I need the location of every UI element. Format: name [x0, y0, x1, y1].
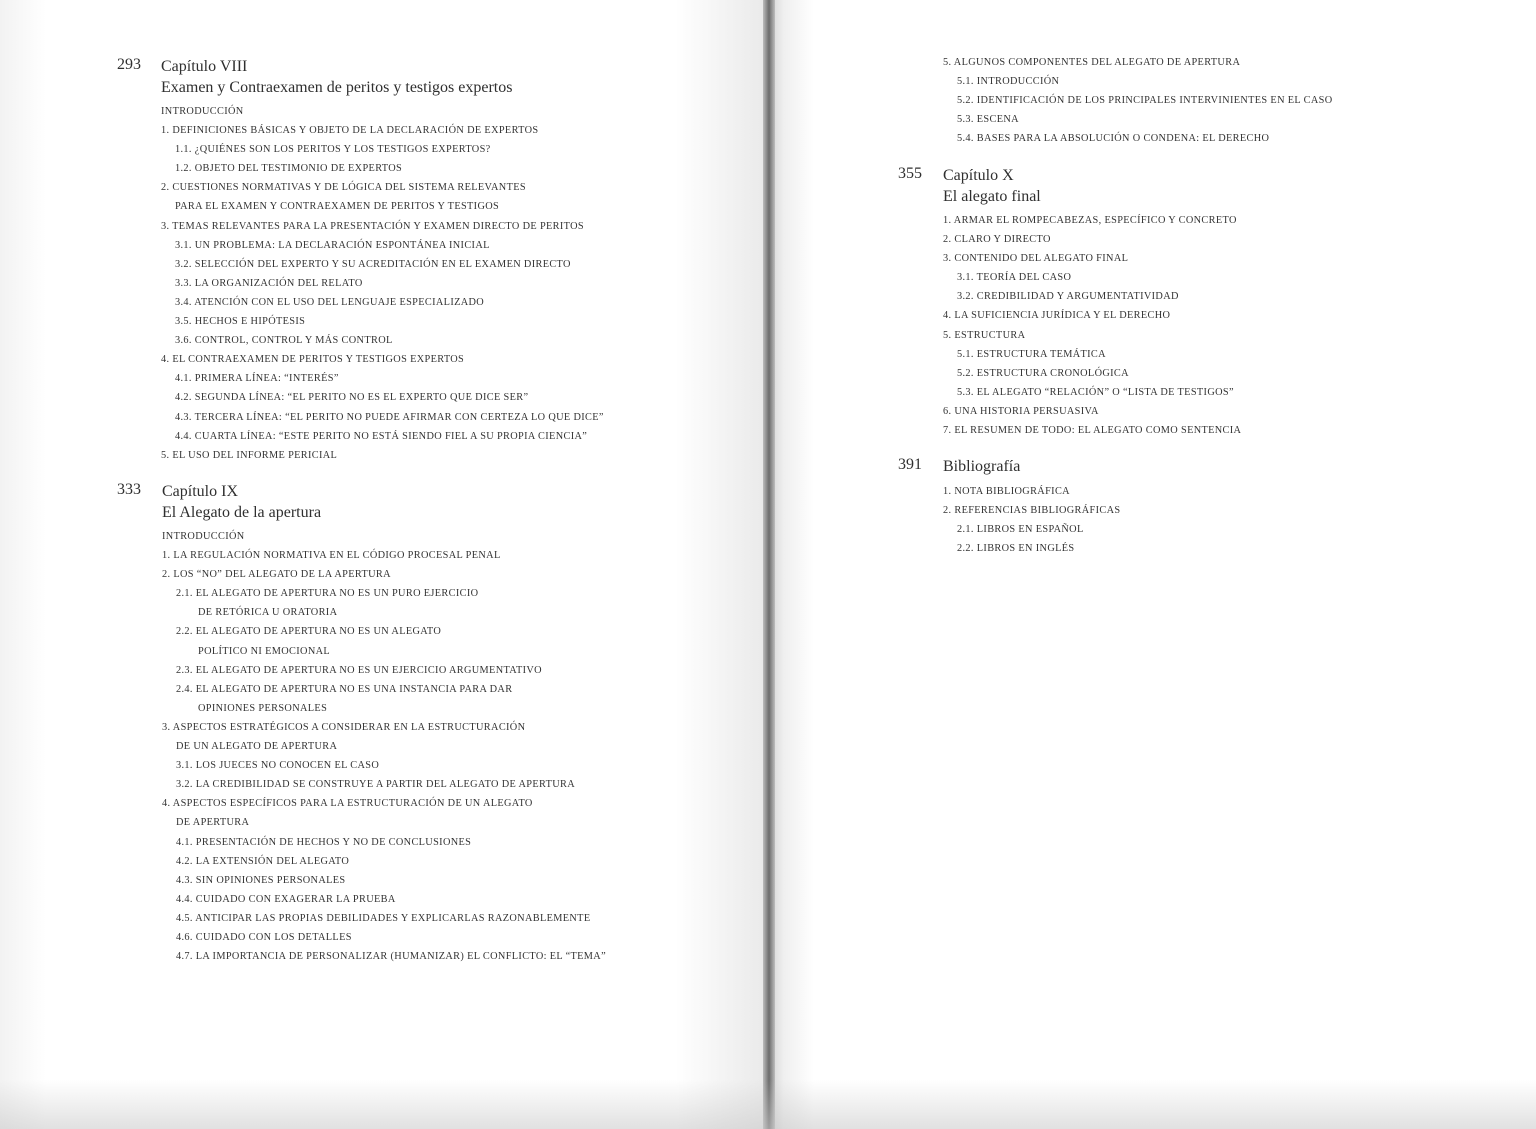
toc-entry: 3. TEMAS RELEVANTES PARA LA PRESENTACIÓN Y EXAMEN DIRECTO DE PERITOS: [161, 220, 584, 232]
toc-entry: 5.2. IDENTIFICACIÓN DE LOS PRINCIPALES INTERVINIENTES EN EL CASO: [957, 95, 1333, 107]
toc-list: [943, 211, 1241, 440]
toc-entry: 3.6. CONTROL, CONTROL Y MÁS CONTROL: [175, 335, 393, 347]
toc-entry: 3.3. LA ORGANIZACIÓN DEL RELATO: [175, 277, 363, 289]
toc-entry: 2.2. EL ALEGATO DE APERTURA NO ES UN ALEGATO: [176, 626, 442, 638]
toc-entry: DE RETÓRICA U ORATORIA: [198, 607, 338, 619]
toc-entry: 3.1. LOS JUECES NO CONOCEN EL CASO: [176, 760, 380, 772]
chapter-title: Capítulo VIII: [161, 58, 248, 75]
chapter-title: Capítulo IX: [162, 483, 238, 500]
right-page: [768, 0, 1536, 1129]
toc-entry: 5.1. ESTRUCTURA TEMÁTICA: [957, 348, 1106, 360]
toc-entry: 4.2. LA EXTENSIÓN DEL ALEGATO: [176, 855, 350, 867]
toc-entry: 2.1. EL ALEGATO DE APERTURA NO ES UN PURO EJERCICIO: [176, 588, 479, 600]
toc-entry: PARA EL EXAMEN Y CONTRAEXAMEN DE PERITOS Y TESTIGOS: [175, 201, 500, 213]
chapter-10: [898, 165, 1498, 450]
toc-entry: 4.4. CUIDADO CON EXAGERAR LA PRUEBA: [176, 893, 396, 905]
toc-entry: 2. CUESTIONES NORMATIVAS Y DE LÓGICA DEL SISTEMA RELEVANTES: [161, 182, 526, 194]
toc-entry: 1. DEFINICIONES BÁSICAS Y OBJETO DE LA DECLARACIÓN DE EXPERTOS: [161, 125, 539, 137]
chapter-title: Bibliografía: [943, 458, 1021, 475]
toc-entry: 3. ASPECTOS ESTRATÉGICOS A CONSIDERAR EN LA ESTRUCTURACIÓN: [162, 721, 526, 733]
toc-entry: 5. EL USO DEL INFORME PERICIAL: [161, 449, 338, 461]
toc-entry: 4.1. PRESENTACIÓN DE HECHOS Y NO DE CONCLUSIONES: [176, 836, 472, 848]
toc-entry: 5.3. ESCENA: [957, 114, 1019, 126]
chapter-page-number: 391: [898, 456, 922, 473]
toc-entry: DE APERTURA: [176, 817, 250, 829]
toc-entry: 6. UNA HISTORIA PERSUASIVA: [943, 405, 1099, 417]
toc-entry: 4.4. CUARTA LÍNEA: “ESTE PERITO NO ESTÁ SIENDO FIEL A SU PROPIA CIENCIA”: [175, 430, 588, 442]
toc-entry: 2. REFERENCIAS BIBLIOGRÁFICAS: [943, 505, 1121, 517]
toc-entry: 4.1. PRIMERA LÍNEA: “INTERÉS”: [175, 373, 339, 385]
toc-entry: 2.1. LIBROS EN ESPAÑOL: [957, 524, 1084, 536]
toc-entry: INTRODUCCIÓN: [161, 106, 244, 117]
toc-entry: 3.5. HECHOS E HIPÓTESIS: [175, 316, 306, 328]
toc-entry: 2.2. LIBROS EN INGLÉS: [957, 543, 1075, 555]
toc-entry: 4.5. ANTICIPAR LAS PROPIAS DEBILIDADES Y EXPLICARLAS RAZONABLEMENTE: [176, 912, 591, 924]
toc-entry: 5.4. BASES PARA LA ABSOLUCIÓN O CONDENA: EL DERECHO: [957, 133, 1270, 145]
toc-entry: OPINIONES PERSONALES: [198, 702, 328, 714]
toc-entry: 5. ALGUNOS COMPONENTES DEL ALEGATO DE APERTURA: [943, 57, 1241, 68]
toc-list: [161, 102, 604, 465]
toc-entry: 4. ASPECTOS ESPECÍFICOS PARA LA ESTRUCTURACIÓN DE UN ALEGATO: [162, 798, 533, 810]
toc-entry: 5.3. EL ALEGATO “RELACIÓN” O “LISTA DE TESTIGOS”: [957, 386, 1234, 398]
toc-list: [943, 482, 1121, 558]
toc-entry: 3.1. UN PROBLEMA: LA DECLARACIÓN ESPONTÁNEA INICIAL: [175, 239, 490, 251]
toc-entry: 4.2. SEGUNDA LÍNEA: “EL PERITO NO ES EL EXPERTO QUE DICE SER”: [175, 392, 529, 404]
toc-entry: 7. EL RESUMEN DE TODO: EL ALEGATO COMO SENTENCIA: [943, 425, 1242, 437]
toc-entry: 4. LA SUFICIENCIA JURÍDICA Y EL DERECHO: [943, 310, 1171, 322]
book-gutter: [763, 0, 775, 1129]
bibliography: [898, 456, 1498, 566]
toc-entry: 1. NOTA BIBLIOGRÁFICA: [943, 486, 1070, 497]
toc-entry: 1. ARMAR EL ROMPECABEZAS, ESPECÍFICO Y CONCRETO: [943, 215, 1237, 226]
toc-entry: 2.4. EL ALEGATO DE APERTURA NO ES UNA INSTANCIA PARA DAR: [176, 683, 513, 695]
toc-entry: 2.3. EL ALEGATO DE APERTURA NO ES UN EJERCICIO ARGUMENTATIVO: [176, 664, 542, 676]
chapter-8: [117, 56, 737, 476]
toc-entry: 1.2. OBJETO DEL TESTIMONIO DE EXPERTOS: [175, 163, 403, 175]
toc-entry: 4.3. TERCERA LÍNEA: “EL PERITO NO PUEDE AFIRMAR CON CERTEZA LO QUE DICE”: [175, 411, 604, 423]
toc-entry: DE UN ALEGATO DE APERTURA: [176, 741, 338, 753]
chapter-page-number: 293: [117, 56, 141, 73]
toc-list: [162, 527, 606, 966]
toc-entry: INTRODUCCIÓN: [162, 531, 245, 542]
toc-entry: 2. CLARO Y DIRECTO: [943, 234, 1051, 246]
chapter-page-number: 333: [117, 481, 141, 498]
toc-continuation-list: [943, 53, 1332, 148]
toc-entry: 4.3. SIN OPINIONES PERSONALES: [176, 874, 346, 886]
chapter-title: Capítulo X: [943, 167, 1014, 184]
toc-entry: 4.7. LA IMPORTANCIA DE PERSONALIZAR (HUMANIZAR) EL CONFLICTO: EL “TEMA”: [176, 951, 607, 963]
toc-entry: 2. LOS “NO” DEL ALEGATO DE LA APERTURA: [162, 569, 391, 581]
toc-entry: 5.1. INTRODUCCIÓN: [957, 76, 1060, 88]
toc-entry: POLÍTICO NI EMOCIONAL: [198, 645, 331, 657]
toc-entry: 3.2. SELECCIÓN DEL EXPERTO Y SU ACREDITACIÓN EN EL EXAMEN DIRECTO: [175, 258, 571, 270]
toc-entry: 1.1. ¿QUIÉNES SON LOS PERITOS Y LOS TESTIGOS EXPERTOS?: [175, 144, 491, 156]
chapter-9: [117, 481, 737, 981]
chapter-subtitle: Examen y Contraexamen de peritos y testigos expertos: [161, 79, 513, 96]
toc-entry: 3. CONTENIDO DEL ALEGATO FINAL: [943, 253, 1129, 265]
chapter-subtitle: El Alegato de la apertura: [162, 504, 322, 521]
toc-entry: 1. LA REGULACIÓN NORMATIVA EN EL CÓDIGO PROCESAL PENAL: [162, 550, 501, 562]
toc-entry: 3.2. CREDIBILIDAD Y ARGUMENTATIVIDAD: [957, 291, 1179, 303]
toc-entry: 4.6. CUIDADO CON LOS DETALLES: [176, 931, 352, 943]
toc-entry: 5.2. ESTRUCTURA CRONOLÓGICA: [957, 367, 1129, 379]
page-shadow: [0, 1080, 1536, 1129]
chapter-page-number: 355: [898, 165, 922, 182]
toc-entry: 3.4. ATENCIÓN CON EL USO DEL LENGUAJE ESPECIALIZADO: [175, 296, 485, 308]
chapter-subtitle: El alegato final: [943, 188, 1041, 205]
toc-entry: 3.2. LA CREDIBILIDAD SE CONSTRUYE A PARTIR DEL ALEGATO DE APERTURA: [176, 779, 576, 791]
toc-entry: 5. ESTRUCTURA: [943, 329, 1026, 341]
toc-entry: 4. EL CONTRAEXAMEN DE PERITOS Y TESTIGOS EXPERTOS: [161, 354, 465, 366]
toc-entry: 3.1. TEORÍA DEL CASO: [957, 272, 1072, 284]
